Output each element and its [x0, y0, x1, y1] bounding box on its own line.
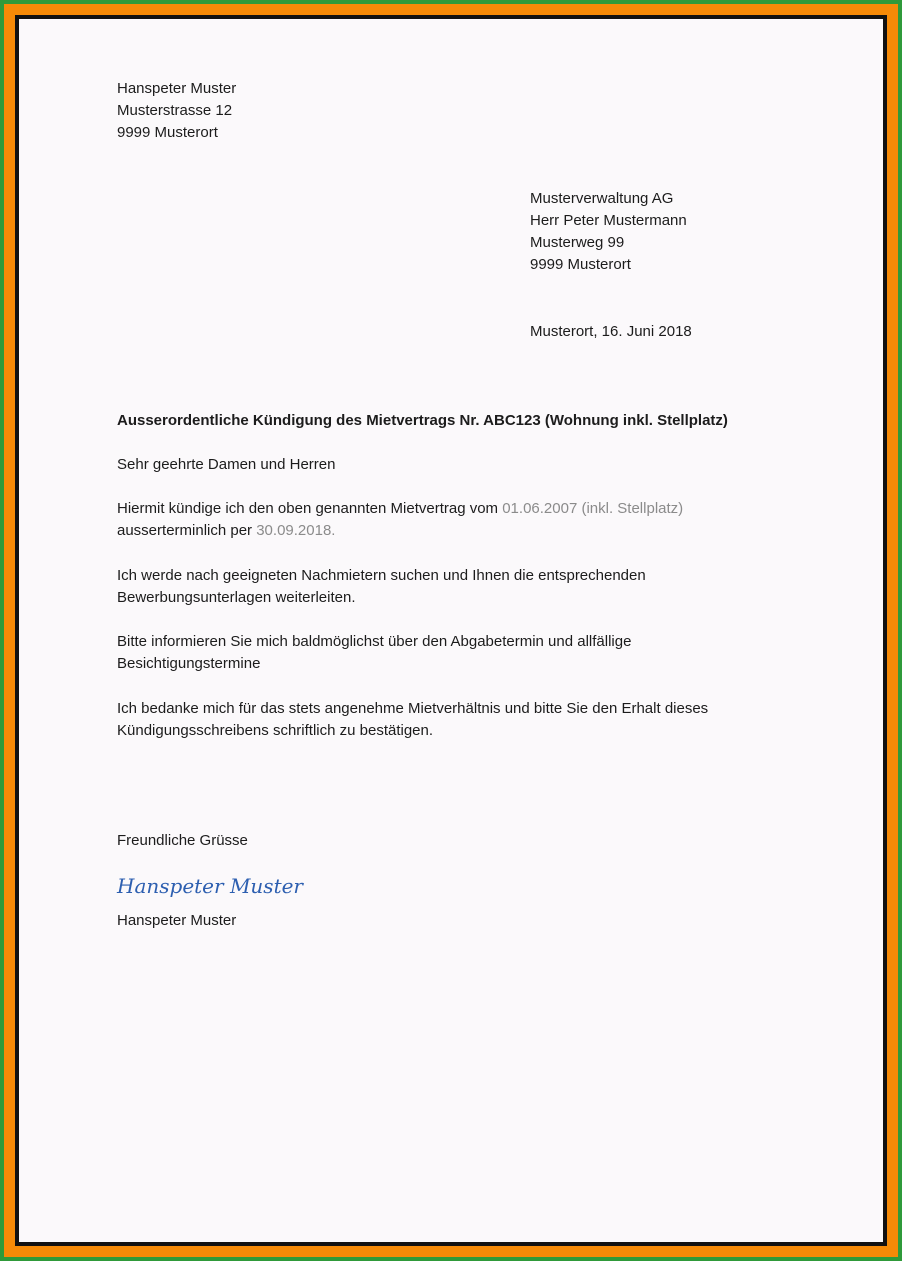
subject-line: Ausserordentliche Kündigung des Mietvertrags Nr. ABC123 (Wohnung inkl. Stellplatz) — [117, 412, 728, 429]
recipient-street: Musterweg 99 — [530, 234, 625, 251]
salutation: Sehr geehrte Damen und Herren — [117, 456, 336, 473]
paragraph-termination — [117, 498, 683, 542]
recipient-company: Musterverwaltung AG — [530, 190, 674, 207]
handwritten-signature: Hanspeter Muster — [117, 874, 303, 898]
letter-page — [19, 19, 883, 1242]
closing: Freundliche Grüsse — [117, 832, 248, 849]
recipient-person: Herr Peter Mustermann — [530, 212, 687, 229]
sender-city: 9999 Musterort — [117, 124, 218, 141]
recipient-city: 9999 Musterort — [530, 256, 631, 273]
paragraph-handover: Bitte informieren Sie mich baldmöglichst über den Abgabetermin und allfällige Besichtigungstermine — [117, 633, 632, 672]
contract-start-date: 01.06.2007 (inkl. Stellplatz) — [502, 500, 684, 517]
para1-line2-prefix: ausserterminlich per — [117, 522, 257, 539]
recipient-address — [530, 188, 687, 276]
paragraph-successor: Ich werde nach geeigneten Nachmietern suchen und Ihnen die entsprechenden Bewerbungsunterlagen weiterleiten. — [117, 567, 646, 606]
paragraph-thanks: Ich bedanke mich für das stets angenehme Mietverhältnis und bitte Sie den Erhalt dieses Kündigungsschreibens schriftlich zu bestätigen. — [117, 700, 709, 739]
date-line: Musterort, 16. Juni 2018 — [530, 323, 692, 340]
sender-address — [117, 78, 236, 144]
para1-prefix: Hiermit kündige ich den oben genannten Mietvertrag vom — [117, 500, 503, 517]
signature-name: Hanspeter Muster — [117, 912, 237, 929]
sender-street: Musterstrasse 12 — [117, 102, 233, 119]
termination-date: 30.09.2018. — [256, 522, 336, 539]
sender-name: Hanspeter Muster — [117, 80, 237, 97]
